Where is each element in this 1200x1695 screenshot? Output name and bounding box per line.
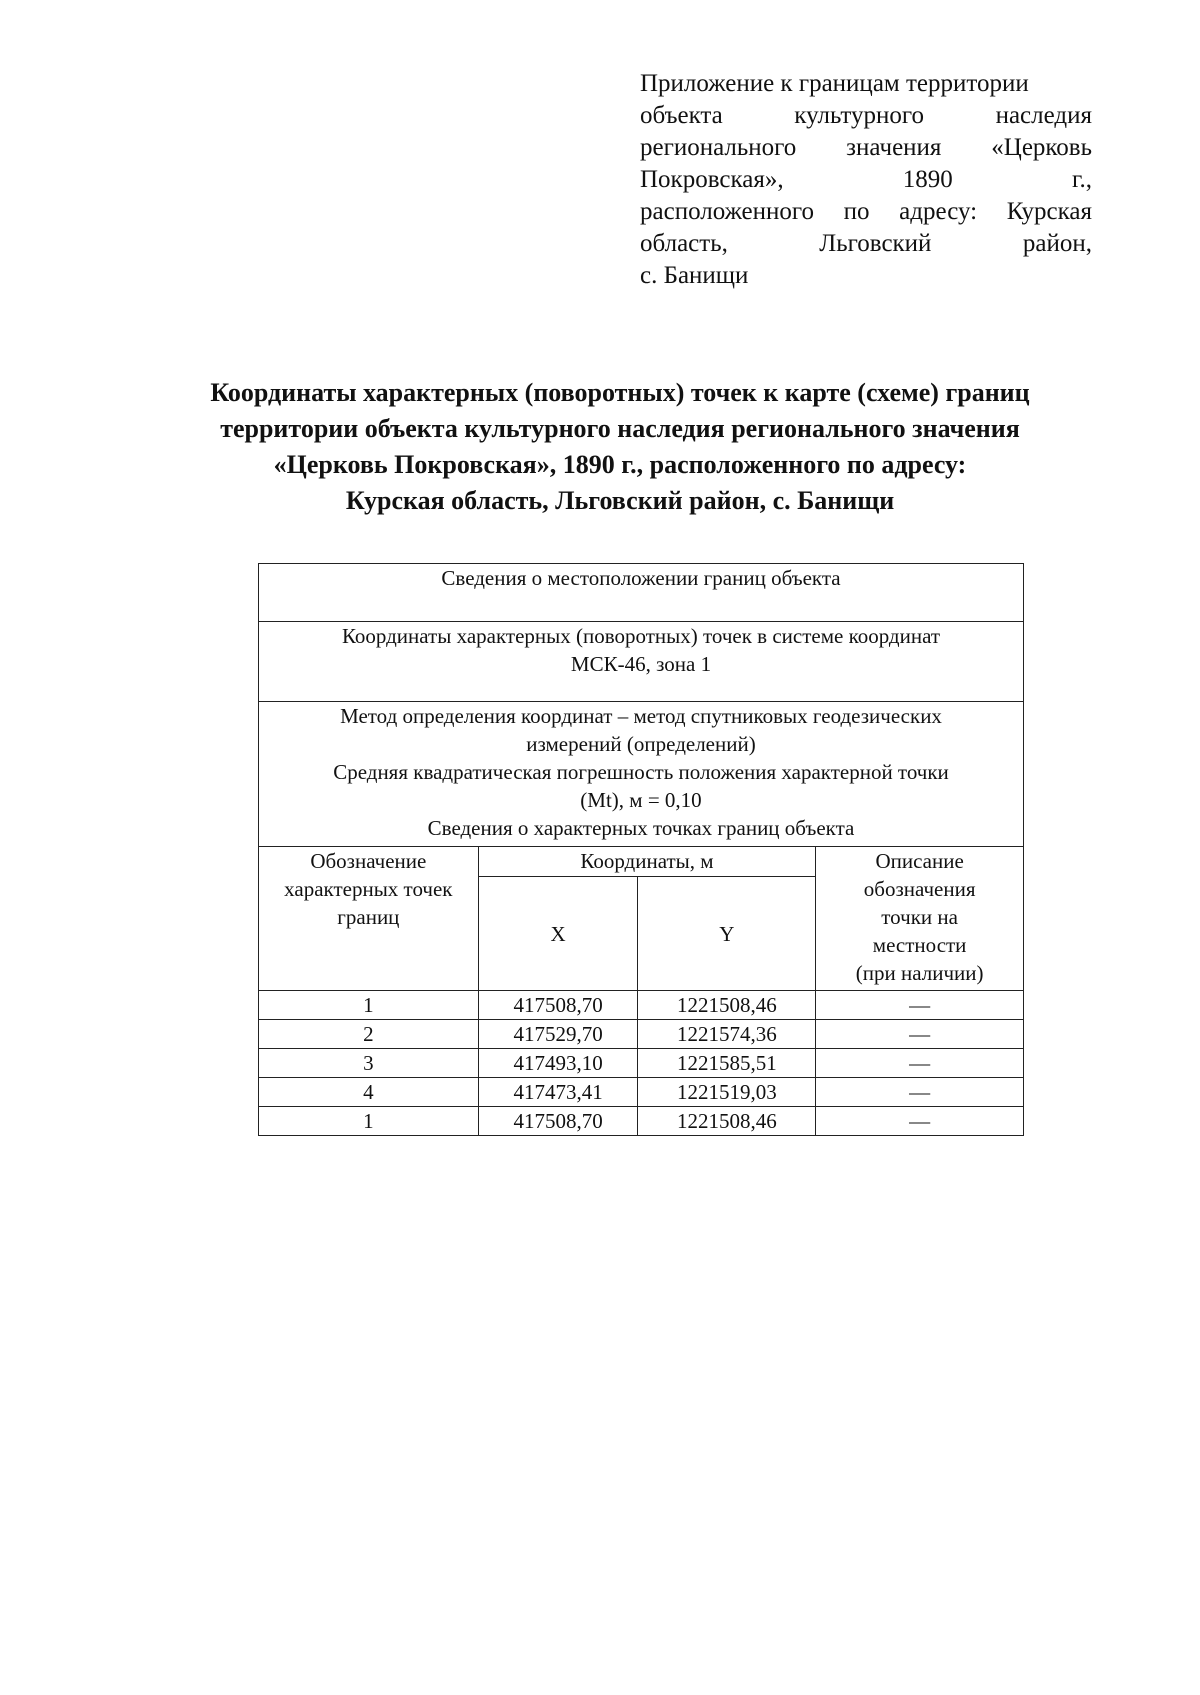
section-title-row xyxy=(259,564,1024,622)
coordinates-header: Координаты, м xyxy=(478,847,816,877)
title-line: Курская область, Льговский район, с. Банищи xyxy=(345,486,895,515)
method-line: Сведения о характерных точках границ объекта xyxy=(427,816,855,840)
description-header xyxy=(816,847,1024,991)
header-line: Описание xyxy=(875,849,964,873)
annex-line: регионального значения «Церковь xyxy=(640,134,1092,161)
y-value: 1221508,46 xyxy=(638,991,816,1020)
coordinate-system xyxy=(259,622,1024,702)
system-line: МСК-46, зона 1 xyxy=(570,652,712,676)
title-line: Координаты характерных (поворотных) точек к карте (схеме) границ xyxy=(210,378,1030,407)
document-title xyxy=(150,375,1090,519)
header-row xyxy=(259,847,1024,877)
method-description xyxy=(259,702,1024,847)
table-row xyxy=(259,1107,1024,1136)
system-line: Координаты характерных (поворотных) точек в системе координат xyxy=(341,624,941,648)
annex-line: расположенного по адресу: Курская xyxy=(640,198,1092,225)
x-value: 417508,70 xyxy=(478,991,638,1020)
designation-header xyxy=(259,847,479,991)
header-line: (при наличии) xyxy=(855,961,984,985)
method-line: Метод определения координат – метод спутниковых геодезических xyxy=(340,704,942,728)
header-line: точки на xyxy=(881,905,958,929)
x-value: 417473,41 xyxy=(478,1078,638,1107)
table-row xyxy=(259,1078,1024,1107)
y-value: 1221585,51 xyxy=(638,1049,816,1078)
point-number: 2 xyxy=(259,1020,479,1049)
point-number: 3 xyxy=(259,1049,479,1078)
point-description: — xyxy=(816,1107,1024,1136)
header-line: границ xyxy=(337,905,400,929)
title-line: территории объекта культурного наследия регионального значения xyxy=(220,414,1020,443)
header-line: местности xyxy=(872,933,967,957)
annex-line: объекта культурного наследия xyxy=(640,102,1092,129)
table-row xyxy=(259,991,1024,1020)
method-line: Средняя квадратическая погрешность положения характерной точки xyxy=(333,760,949,784)
point-description: — xyxy=(816,1078,1024,1107)
point-description: — xyxy=(816,991,1024,1020)
point-number: 1 xyxy=(259,1107,479,1136)
point-description: — xyxy=(816,1020,1024,1049)
point-description: — xyxy=(816,1049,1024,1078)
header-line: обозначения xyxy=(863,877,976,901)
y-value: 1221508,46 xyxy=(638,1107,816,1136)
method-line: (Mt), м = 0,10 xyxy=(580,788,702,812)
x-value: 417508,70 xyxy=(478,1107,638,1136)
section-title: Сведения о местоположении границ объекта xyxy=(259,564,1024,622)
point-number: 1 xyxy=(259,991,479,1020)
y-header: Y xyxy=(638,877,816,991)
x-header: X xyxy=(478,877,638,991)
annex-line: область, Льговский район, xyxy=(640,230,1092,257)
x-value: 417529,70 xyxy=(478,1020,638,1049)
annex-note xyxy=(640,68,1092,292)
annex-line: с. Банищи xyxy=(640,262,749,289)
table-row xyxy=(259,1020,1024,1049)
y-value: 1221519,03 xyxy=(638,1078,816,1107)
header-line: характерных точек xyxy=(284,877,453,901)
x-value: 417493,10 xyxy=(478,1049,638,1078)
point-number: 4 xyxy=(259,1078,479,1107)
coordinates-table xyxy=(258,563,1024,1136)
coordinate-system-row xyxy=(259,622,1024,702)
annex-line: Приложение к границам территории xyxy=(640,70,1029,97)
annex-line: Покровская», 1890 г., xyxy=(640,166,1092,193)
header-line: Обозначение xyxy=(310,849,427,873)
title-line: «Церковь Покровская», 1890 г., расположенного по адресу: xyxy=(273,450,967,479)
y-value: 1221574,36 xyxy=(638,1020,816,1049)
table-row xyxy=(259,1049,1024,1078)
method-row xyxy=(259,702,1024,847)
method-line: измерений (определений) xyxy=(526,732,756,756)
